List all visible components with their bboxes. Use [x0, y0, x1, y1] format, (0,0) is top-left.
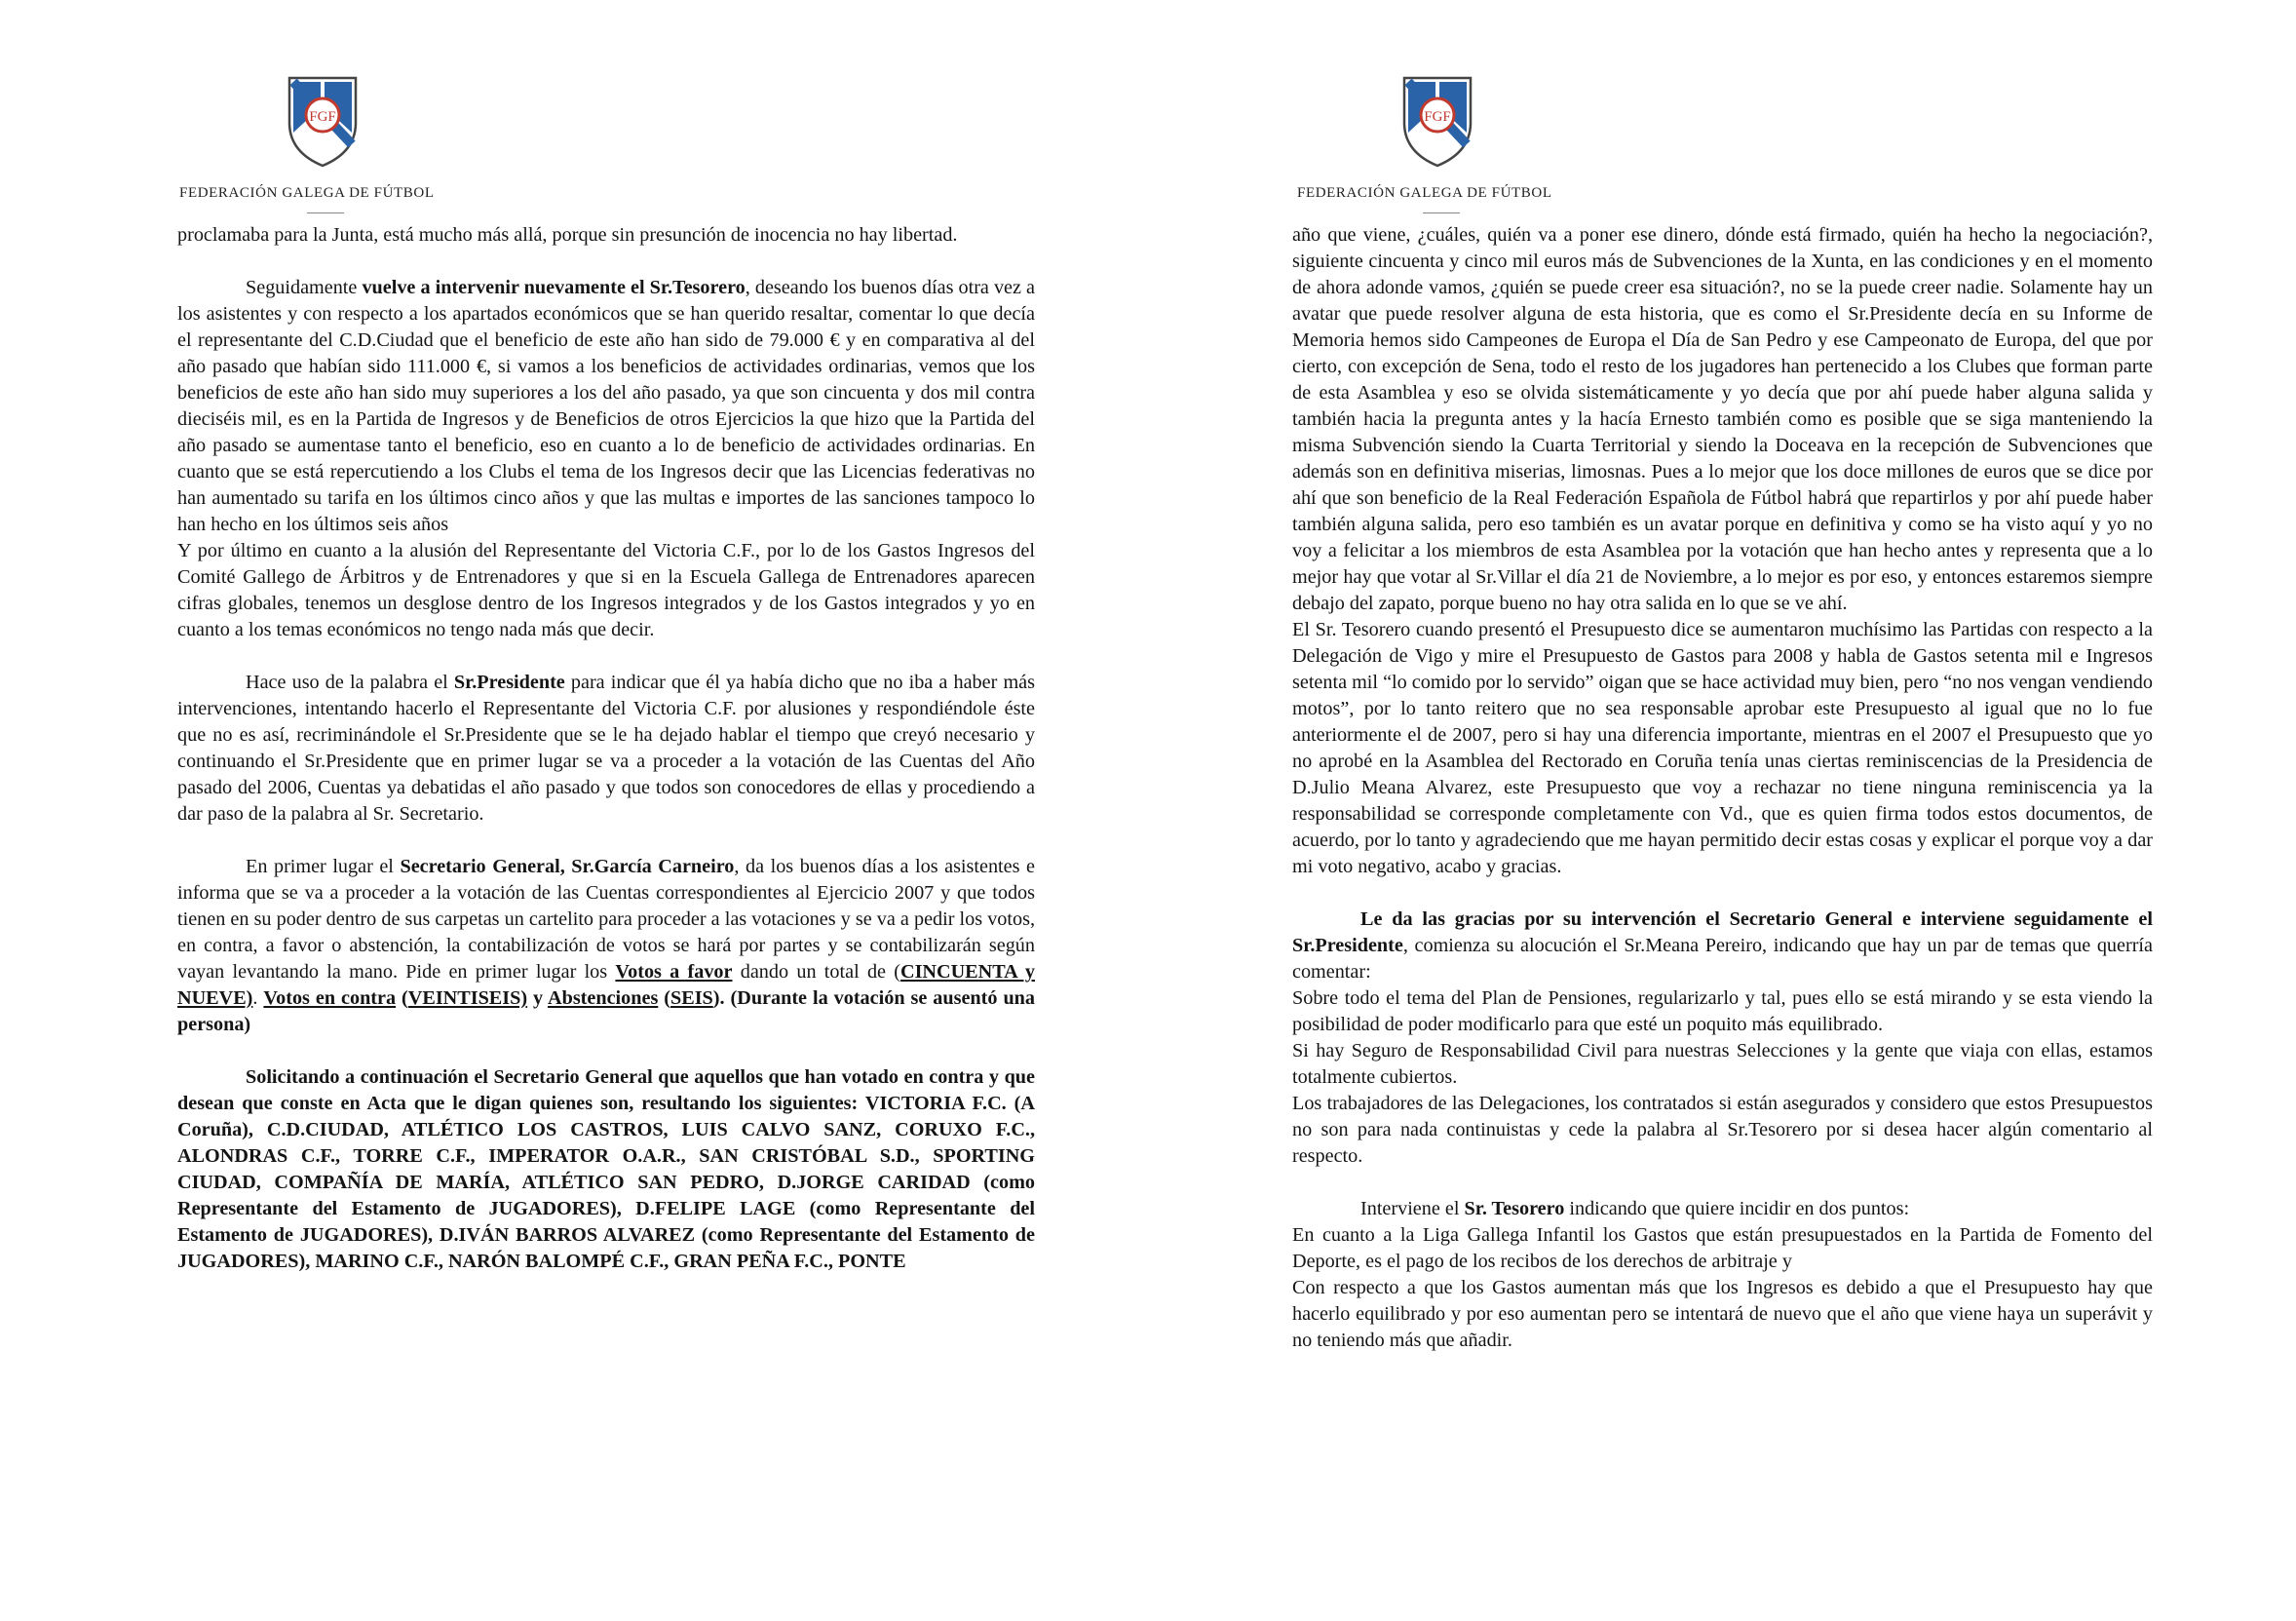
- right-page: [1148, 0, 2296, 1621]
- paragraph: Interviene el Sr. Tesorero indicando que quiere incidir en dos puntos:: [1360, 1198, 1910, 1219]
- paragraph: Si hay Seguro de Responsabilidad Civil para nuestras Selecciones y la gente que viaja con ellas, estamos totalmente cubiertos.: [1292, 1040, 2153, 1088]
- abstentions-count: SEIS: [670, 987, 713, 1009]
- paragraph: Le da las gracias por su intervención el Secretario General e interviene seguidamente el Sr.Presidente, comienza su alocución el Sr.Meana Pereiro, indicando que hay un par de temas que querría comentar:: [1292, 908, 2153, 983]
- org-header: FEDERACIÓN GALEGA DE FÚTBOL: [179, 185, 435, 201]
- federation-crest-logo: [284, 74, 362, 168]
- paragraph: Hace uso de la palabra el Sr.Presidente para indicar que él ya había dicho que no iba a haber más intervenciones, intentando hacerlo el Representante del Victoria C.F. por alusiones y respondiéndole éste que no es así, recriminándole el Sr.Presidente que se le ha dejado hablar el tiempo que creyó necesario y continuando el Sr.Presidente que en primer lugar se va a proceder a la votación de las Cuentas del Año pasado del 2006, Cuentas ya debatidas el año pasado y que todos son conocedores de ellas y procediendo a dar paso de la palabra al Sr. Secretario.: [177, 672, 1035, 825]
- left-body-text: [177, 222, 1035, 1275]
- votes-for-label: Votos a favor: [615, 961, 733, 983]
- paragraph: Los trabajadores de las Delegaciones, los contratados si están asegurados y considero que estos Presupuestos no son para nada continuistas y cede la palabra al Sr.Tesorero por si desea hacer algún comentario al respecto.: [1292, 1093, 2153, 1167]
- org-header: FEDERACIÓN GALEGA DE FÚTBOL: [1297, 185, 1552, 201]
- votes-against-count: VEINTISEIS): [407, 987, 528, 1009]
- paragraph-against-list: Solicitando a continuación el Secretario General que aquellos que han votado en contra y que desean que conste en Acta que le digan quienes son, resultando los siguientes: VICTORIA F.C. (A Coruña), C.D.CIUDAD, ATLÉTICO LOS CASTROS, LUIS CALVO SANZ, CORUXO F.C., ALONDRAS C.F., TORRE C.F., IMPERATOR O.A.R., SAN CRISTÓBAL S.D., SPORTING CIUDAD, COMPAÑÍA DE MARÍA, ATLÉTICO SAN PEDRO, D.JORGE CARIDAD (como Representante del Estamento de JUGADORES), D.FELIPE LAGE (como Representante del Estamento de JUGADORES), D.IVÁN BARROS ALVAREZ (como Representante del Estamento de JUGADORES), MARINO C.F., NARÓN BALOMPÉ C.F., GRAN PEÑA F.C., PONTE: [177, 1066, 1035, 1272]
- paragraph: Y por último en cuanto a la alusión del Representante del Victoria C.F., por lo de los Gastos Ingresos del Comité Gallego de Árbitros y de Entrenadores y que si en la Escuela Gallega de Entrenadores aparecen cifras globales, tenemos un desglose dentro de los Ingresos integrados y de los Gastos integrados y yo en cuanto a los temas económicos no tengo nada más que decir.: [177, 540, 1035, 640]
- header-rule: [1423, 212, 1460, 213]
- paragraph: El Sr. Tesorero cuando presentó el Presupuesto dice se aumentaron muchísimo las Partidas con respecto a la Delegación de Vigo y mire el Presupuesto de Gastos para 2008 y habla de Gastos setenta mil e Ingresos setenta mil “lo comido por lo servido” oigan que se hace actividad muy bien, pero “no nos vengan vendiendo motos”, por lo tanto reitero que no sea responsable aprobar este Presupuesto al igual que no lo fue anteriormente el de 2007, pero si hay una diferencia importante, mientras en el 2007 el Presupuesto que yo no aprobé en la Asamblea del Rectorado en Coruña tenía unas ciertas reminiscencias de la Presidencia de D.Julio Meana Alvarez, este Presupuesto que voy a rechazar no tiene ninguna reminiscencia ya la responsabilidad se corresponde completamente con Vd., que es quien firma todos estos documentos, de acuerdo, por lo tanto y agradeciendo que me hayan permitido decir estas cosas y explicar el porque voy a dar mi voto negativo, acabo y gracias.: [1292, 619, 2153, 877]
- svg-text:FGF: FGF: [309, 109, 336, 125]
- votes-for-count: CINCUENTA y NUEVE): [177, 961, 1035, 1009]
- abstentions-label: Abstenciones: [548, 987, 659, 1009]
- paragraph: Con respecto a que los Gastos aumentan más que los Ingresos es debido a que el Presupuesto hay que hacerlo equilibrado y por eso aumentan pero se intentará de nuevo que el año que viene haya un superávit y no teniendo más que añadir.: [1292, 1277, 2153, 1351]
- paragraph: Seguidamente vuelve a intervenir nuevamente el Sr.Tesorero, deseando los buenos días otra vez a los asistentes y con respecto a los apartados económicos que se han querido resaltar, comentar lo que decía el representante del C.D.Ciudad que el beneficio de este año han sido de 79.000 € y en comparativa al del año pasado que habían sido 111.000 €, si vamos a los beneficios de actividades ordinarias, vemos que los beneficios de este año han sido muy superiores a los del año pasado, ya que son cincuenta y dos mil contra dieciséis mil, es en la Partida de Ingresos y de Beneficios de otros Ejercicios la que hizo que la Partida del año pasado se aumentase tanto el beneficio, eso en cuanto a lo de beneficio de actividades ordinarias. En cuanto que se está repercutiendo a los Clubs el tema de los Ingresos decir que las Licencias federativas no han aumentado su tarifa en los últimos cinco años y que las multas e importes de las sanciones tampoco lo han hecho en los últimos seis años: [177, 277, 1035, 535]
- federation-crest-logo: [1398, 74, 1476, 168]
- paragraph: En cuanto a la Liga Gallega Infantil los Gastos que están presupuestados en la Partida de Fomento del Deporte, es el pago de los recibos de los derechos de arbitraje y: [1292, 1224, 2153, 1272]
- paragraph: Sobre todo el tema del Plan de Pensiones, regularizarlo y tal, pues ello se está mirando y se esta viendo la posibilidad de poder modificarlo para que esté un poquito más equilibrado.: [1292, 987, 2153, 1035]
- header-rule: [307, 212, 344, 213]
- paragraph: año que viene, ¿cuáles, quién va a poner ese dinero, dónde está firmado, quién ha hecho la negociación?, siguiente cincuenta y cinco mil euros más de Subvenciones de la Xunta, en las condiciones y en el momento de ahora adonde vamos, ¿quién se puede creer esa situación?, no se la puede creer nadie. Solamente hay un avatar que puede resolver alguna de esta historia, que es como el Sr.Presidente decía en su Informe de Memoria hemos sido Campeones de Europa el Día de San Pedro y ese Campeonato de Europa, del que por cierto, con excepción de Sena, todo el resto de los jugadores han pertenecido a los Clubes que forman parte de esta Asamblea y eso se olvida sistemáticamente y yo decía que por ahí puede haber alguna salida y también hacia la pregunta antes y la hacía Ernesto también como es posible que se siga manteniendo la misma Subvención siendo la Cuarta Territorial y siendo la Doceava en la recepción de Subvenciones que además son en definitiva miserias, limosnas. Pues a lo mejor que los doce millones de euros que se dice por ahí que son beneficio de la Real Federación Española de Fútbol habrá que repartirlos y por ahí puede haber también alguna salida, pero eso también es un avatar porque en definitiva y como se ha visto aquí y yo no voy a felicitar a los miembros de esta Asamblea por la votación que han hecho antes y representa que a lo mejor hay que votar al Sr.Villar el día 21 de Noviembre, a lo mejor es por eso, y entonces estaremos siempre debajo del zapato, porque bueno no hay otra salida en lo que se ve ahí.: [1292, 224, 2153, 614]
- paragraph-vote: En primer lugar el Secretario General, Sr.García Carneiro, da los buenos días a los asistentes e informa que se va a proceder a la votación de las Cuentas correspondientes al Ejercicio 2007 y que todos tienen en su poder dentro de sus carpetas un cartelito para proceder a las votaciones y se va a pedir los votos, en contra, a favor o abstención, la contabilización de votos se hará por partes y se contabilizarán según vayan levantando la mano. Pide en primer lugar los Votos a favor dando un total de (CINCUENTA y NUEVE). Votos en contra (VEINTISEIS) y Abstenciones (SEIS). (Durante la votación se ausentó una persona): [177, 856, 1035, 1035]
- paragraph: proclamaba para la Junta, está mucho más allá, porque sin presunción de inocencia no hay libertad.: [177, 224, 958, 246]
- right-body-text: [1292, 222, 2153, 1354]
- svg-text:FGF: FGF: [1424, 109, 1451, 125]
- votes-against-label: Votos en contra: [263, 987, 397, 1009]
